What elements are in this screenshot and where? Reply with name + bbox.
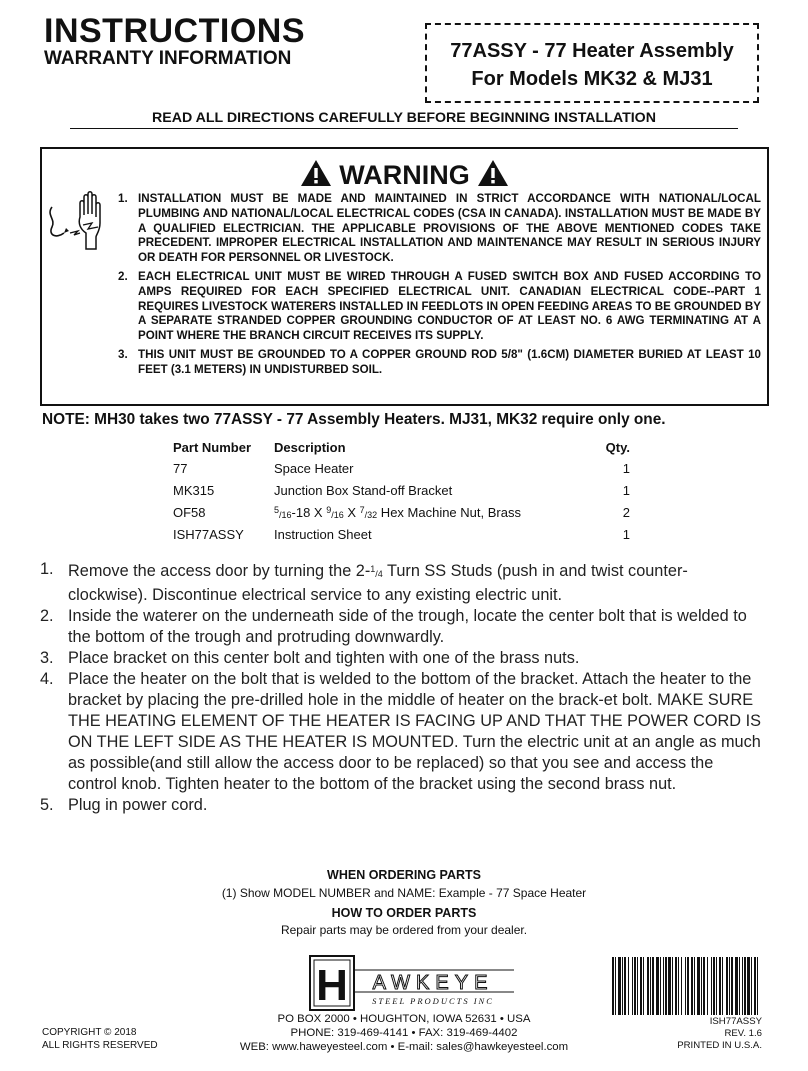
part-number-cell: OF58 (173, 504, 206, 520)
qty-cell: 1 (622, 482, 630, 498)
read-all-banner: READ ALL DIRECTIONS CAREFULLY BEFORE BEGINNING INSTALLATION (70, 110, 738, 129)
hawkeye-logo (309, 955, 515, 1013)
warning-label: WARNING (339, 160, 470, 190)
model-line-2: For Models MK32 & MJ31 (471, 68, 713, 90)
table-row (173, 501, 630, 523)
parts-table (173, 437, 630, 545)
electric-shock-hand-icon (46, 189, 122, 253)
step-item: 1. Remove the access door by turning the 2-$^1_{/4}$ Turn SS Studs (push in and twist counter-clockwise). Discontinue electrical service to any existing electric unit. (40, 560, 688, 604)
instruction-steps (34, 559, 764, 816)
description-cell: Space Heater (274, 460, 354, 476)
table-row (173, 479, 630, 501)
table-row (173, 523, 630, 545)
ordering-line: (1) Show MODEL NUMBER and NAME: Example - 77 Space Heater (221, 886, 587, 900)
model-line-1: 77ASSY - 77 Heater Assembly (450, 40, 734, 62)
rights-line: ALL RIGHTS RESERVED (42, 1040, 158, 1051)
revision: REV. 1.6 (724, 1028, 762, 1039)
how-to-order-title: HOW TO ORDER PARTS (331, 906, 477, 920)
table-row (173, 457, 630, 479)
warning-list (118, 192, 761, 382)
step-item: 3. Place bracket on this center bolt and tighten with one of the brass nuts. (40, 649, 580, 667)
svg-text:H: H (316, 961, 348, 1010)
copyright-line: COPYRIGHT © 2018 (42, 1027, 137, 1038)
web-email-line: WEB: www.haweyesteel.com • E-mail: sales@hawkeyesteel.com (239, 1041, 569, 1053)
qty-cell: 1 (622, 460, 630, 476)
step-item: 2. Inside the waterer on the underneath side of the trough, locate the center bolt that is welded to the bottom of the trough and protruding downwardly. (40, 607, 747, 646)
part-number-cell: 77 (173, 460, 188, 476)
col-header-description: Description (274, 439, 346, 455)
document-info (610, 1016, 762, 1052)
barcode (610, 957, 762, 1015)
qty-cell: 2 (622, 504, 630, 520)
how-to-order-line: Repair parts may be ordered from your dealer. (280, 923, 528, 937)
step-item: 5. Plug in power cord. (40, 796, 208, 814)
step-item: 4. Place the heater on the bolt that is welded to the bottom of the bracket. Attach the heater to the bracket by placing the pre-drilled hole in the middle of heater on the brack-et bolt. MAKE SURE THE HEATING ELEMENT OF THE HEATER IS FACING UP AND THAT THE POWER CORD IS ON THE LEFT SIDE AS THE HEATER IS MOUNTED. Turn the electric unit at an angle as much as possible(and still allow the access door to be replaced) so that you see and access the control knob. Tighten heater to the bottom of the bracket using the second brass nut. (40, 670, 761, 793)
phone-fax-line: PHONE: 319-469-4141 • FAX: 319-469-4402 (290, 1027, 518, 1039)
ordering-title: WHEN ORDERING PARTS (327, 868, 481, 882)
model-box (425, 23, 759, 103)
description-cell: Junction Box Stand-off Bracket (274, 482, 453, 498)
warning-triangle-icon (477, 159, 509, 187)
qty-cell: 1 (622, 526, 630, 542)
note-text: NOTE: MH30 takes two 77ASSY - 77 Assembly Heaters. MJ31, MK32 require only one. (42, 411, 666, 428)
warning-item: 3. THIS UNIT MUST BE GROUNDED TO A COPPER GROUND ROD 5/8" (1.6CM) DIAMETER BURIED AT LEAST 10 FEET (3.1 METERS) IN UNDISTURBED SOIL. (118, 347, 761, 376)
document-code: ISH77ASSY (709, 1016, 762, 1027)
description-cell: $^5_{/16}$-18 X $^9_{/16}$ X $^7_{/32}$ Hex Machine Nut, Brass (274, 504, 521, 520)
warning-title (42, 159, 767, 190)
page-title: INSTRUCTIONS (44, 12, 305, 50)
address-line: PO BOX 2000 • HOUGHTON, IOWA 52631 • USA (277, 1013, 531, 1025)
part-number-cell: MK315 (173, 482, 215, 498)
part-number-cell: ISH77ASSY (173, 526, 244, 542)
copyright (42, 1026, 158, 1052)
warning-box (40, 147, 769, 406)
col-header-qty: Qty. (605, 439, 630, 455)
col-header-part-number: Part Number (173, 439, 252, 455)
description-cell: Instruction Sheet (274, 526, 372, 542)
warning-item: 2. EACH ELECTRICAL UNIT MUST BE WIRED THROUGH A FUSED SWITCH BOX AND FUSED ACCORDING TO AMPS REQUIRED FOR EACH SPECIFIED ELECTRICAL UNIT. CANADIAN ELECTRICAL CODE--PART 1 REQUIRES LIVESTOCK WATERERS INSTALLED IN FEEDLOTS IN OPEN FEEDING AREAS TO BE GROUNDED BY A SEPARATE STRANDED COPPER GROUNDING CONDUCTOR OF AT LEAST NO. 6 AWG TERMINATING AT A POINT WHERE THE BRANCH CIRCUIT RECEIVES ITS SUPPLY. (118, 269, 761, 343)
page-subtitle: WARRANTY INFORMATION (44, 48, 292, 69)
warning-item: 1. INSTALLATION MUST BE MADE AND MAINTAINED IN STRICT ACCORDANCE WITH NATIONAL/LOCAL PLUMBING AND NATIONAL/LOCAL ELECTRICAL CODES (CSA IN CANADA). INSTALLATION MUST BE MADE BY A QUALIFIED ELECTRICIAN. THE APPLICABLE PROVISIONS OF THE ABOVE MENTIONED CODES TAKE PRECEDENT. IMPROPER ELECTRICAL INSTALLATION AND MAINTENANCE MAY RESULT IN SERIOUS INJURY OR DEATH FOR PERSONNEL OR LIVESTOCK. (118, 192, 761, 265)
warning-triangle-icon (300, 159, 332, 187)
printed-in: PRINTED IN U.S.A. (677, 1040, 762, 1051)
svg-text:AWKEYE: AWKEYE (372, 972, 494, 994)
table-header-row (173, 437, 630, 457)
svg-text:STEEL PRODUCTS INC: STEEL PRODUCTS INC (372, 996, 494, 1006)
